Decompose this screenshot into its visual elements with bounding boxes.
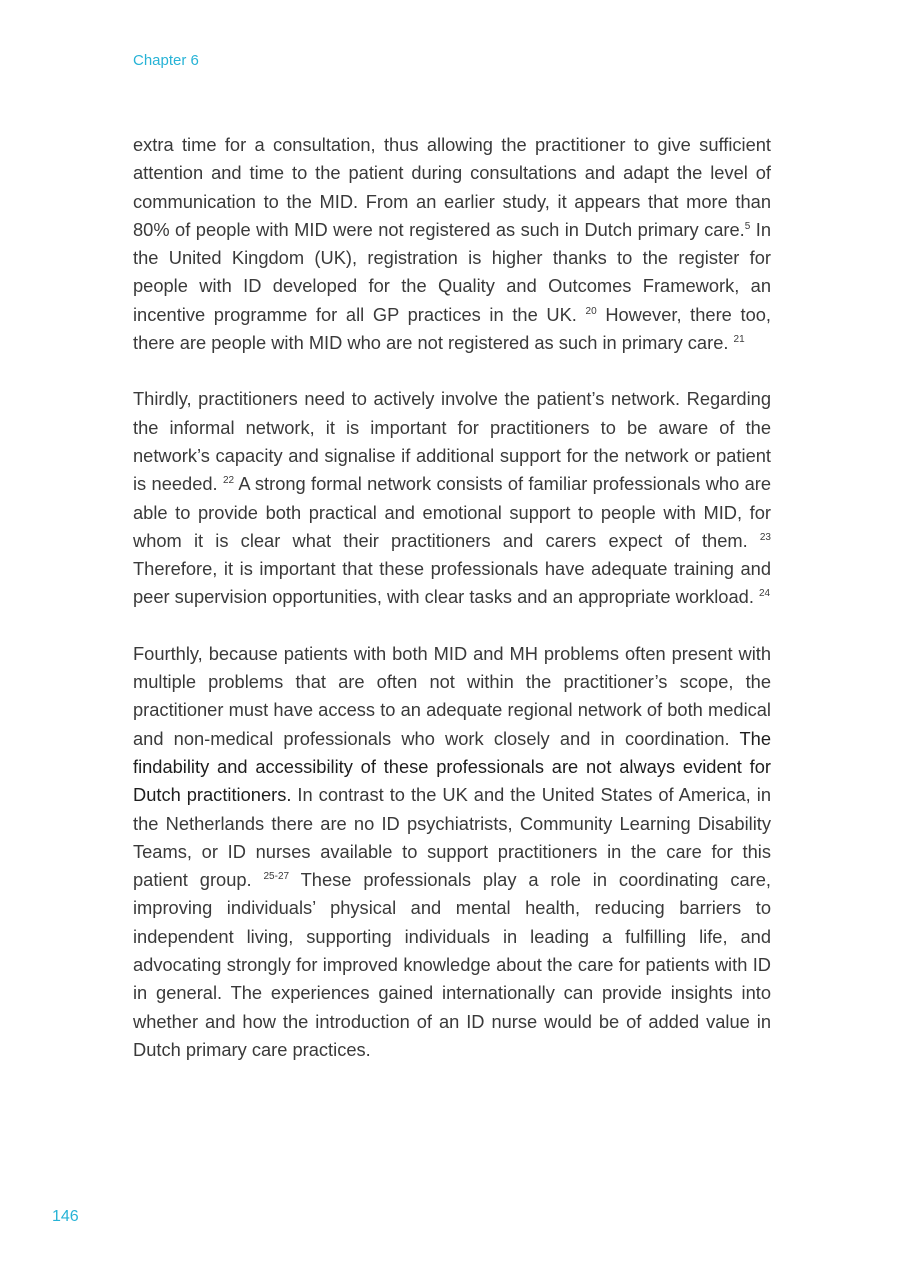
paragraph-text: A strong formal network consists of familiar professionals who are able to provide both practical and emotional support to people with MID, for whom it is clear what their practitioners and carers expect of them. (133, 473, 771, 551)
reference-superscript: 25-27 (263, 871, 290, 883)
paragraph-text: extra time for a consultation, thus allowing the practitioner to give sufficient attention and time to the patient during consultations and adapt the level of communication to the MID. From an earlier study, it appears that more than 80% of people with MID were not registered as such in Dutch primary care. (133, 134, 771, 240)
running-head: Chapter 6 (133, 52, 199, 69)
reference-superscript: 20 (585, 305, 597, 317)
paragraph-regional-network (133, 640, 771, 1064)
paragraph-text: Fourthly, because patients with both MID and MH problems often present with multiple problems that are often not within the practitioner’s scope, the practitioner must have access to an adequate regional network of both medical and non-medical professionals who work closely and in coordination. (133, 642, 771, 749)
reference-superscript: 24 (758, 588, 771, 600)
paragraph-registration (133, 131, 771, 357)
paragraph-text: Thirdly, practitioners need to actively involve the patient’s network. Regarding the informal network, it is important for practitioners to be aware of the network’s capacity and signalise if additional support for the network or patient is needed. (133, 388, 771, 495)
page-number: 146 (52, 1208, 79, 1225)
paragraph-text: Therefore, it is important that these professionals have adequate training and peer supervision opportunities, with clear tasks and an appropriate workload. (133, 558, 771, 608)
paragraph-text: However, there too, there are people with MID who are not registered as such in primary care. (133, 303, 771, 354)
paragraph-text-emphasis: The findability and accessibility of these professionals are not always evident for Dutch practitioners. (133, 727, 771, 806)
reference-superscript: 5 (744, 220, 751, 232)
paragraph-text: In contrast to the UK and the United States of America, in the Netherlands there are no ID psychiatrists, Community Learning Disability Teams, or ID nurses available to support practitioners in the care for this patient group. (133, 784, 771, 891)
paragraph-network (133, 385, 771, 611)
reference-superscript: 21 (733, 334, 745, 346)
body-text (133, 131, 771, 1092)
paragraph-text: These professionals play a role in coordinating care, improving individuals’ physical and mental health, reducing barriers to independent living, supporting individuals in leading a fulfilling life, and advocating strongly for improved knowledge about the care for patients with ID in general. The experiences gained internationally can provide insights into whether and how the introduction of an ID nurse would be of added value in Dutch primary care practices. (133, 869, 771, 1060)
paragraph-text: In the United Kingdom (UK), registration is higher thanks to the register for people with ID developed for the Quality and Outcomes Framework, an incentive programme for all GP practices in the UK. (133, 218, 771, 325)
reference-superscript: 23 (759, 531, 771, 543)
reference-superscript: 22 (222, 475, 235, 487)
